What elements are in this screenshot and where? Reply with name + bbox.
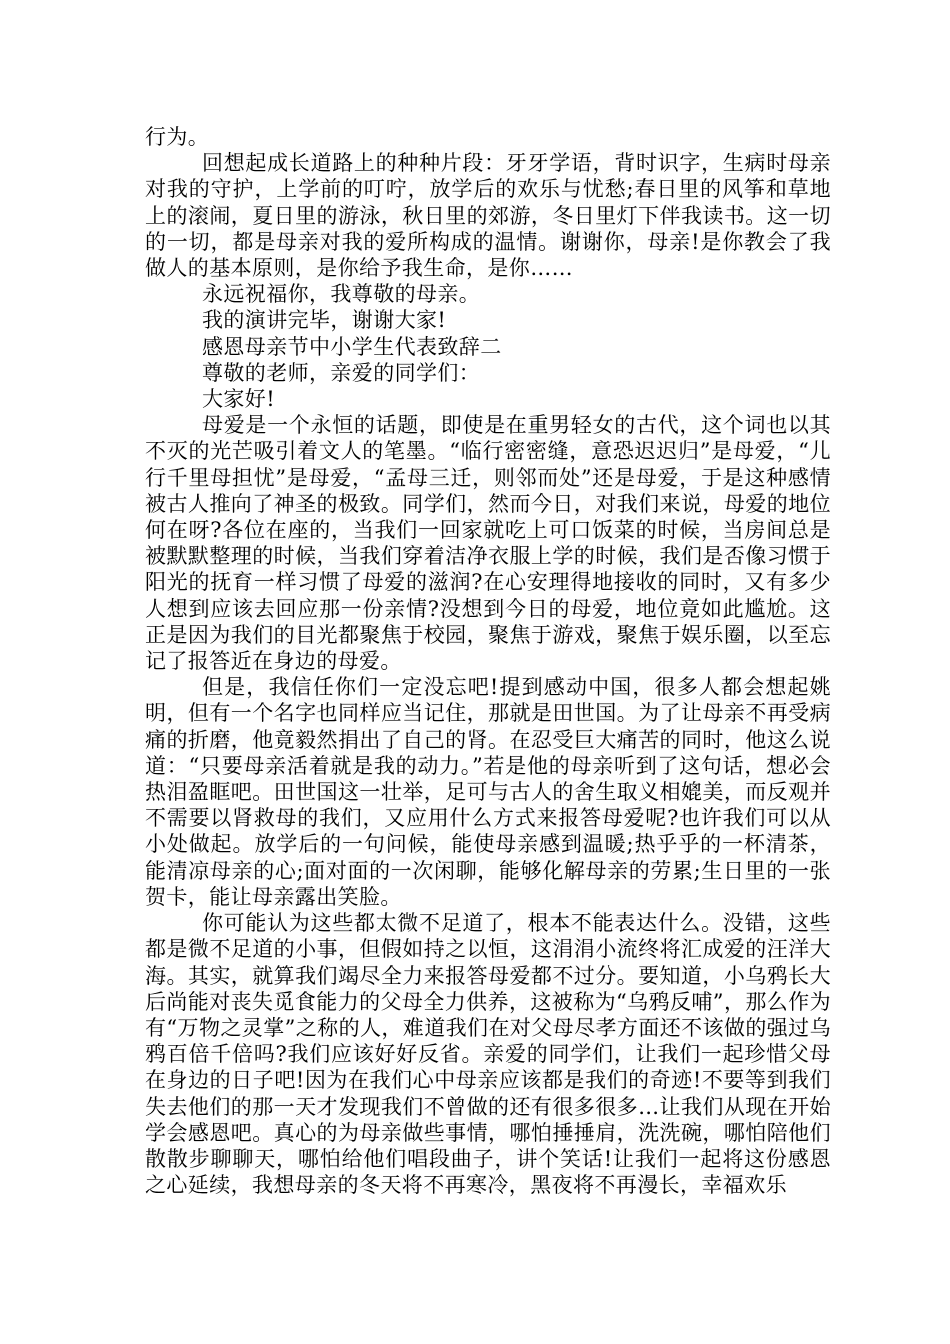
paragraph-4: 我的演讲完毕，谢谢大家!	[202, 308, 447, 333]
paragraph-10: 你可能认为这些都太微不足道了，根本不能表达什么。没错，这些都是微不足道的小事，但假如持之以恒，这涓涓小流终将汇成爱的汪洋大海。其实，就算我们竭尽全力来报答母爱都不过分。要知道，小乌鸦长大后尚能对丧失觅食能力的父母全力供养，这被称为“乌鸦反哺”，那么作为有“万物之灵掌”之称的人，难道我们在对父母尽孝方面还不该做的强过乌鸦百倍千倍吗?我们应该好好反省。亲爱的同学们，让我们一起珍惜父母在身边的日子吧!因为在我们心中母亲应该都是我们的奇迹!不要等到我们失去他们的那一天才发现我们不曾做的还有很多很多…让我们从现在开始学会感恩吧。真心的为母亲做些事情，哪怕捶捶肩，洗洗碗，哪怕陪他们散散步聊聊天，哪怕给他们唱段曲子，讲个笑话!让我们一起将这份感恩之心延续，我想母亲的冬天将不再寒冷，黑夜将不再漫长，幸福欢乐	[145, 911, 831, 1198]
section-title: 感恩母亲节中小学生代表致辞二	[202, 334, 502, 359]
greeting: 大家好!	[202, 387, 276, 412]
paragraph-9: 但是，我信任你们一定没忘吧!提到感动中国，很多人都会想起姚明，但有一个名字也同样应当记住，那就是田世国。为了让母亲不再受病痛的折磨，他竟毅然捐出了自己的肾。在忍受巨大痛苦的同时，他这么说道：“只要母亲活着就是我的动力。”若是他的母亲听到了这句话，想必会热泪盈眶吧。田世国这一壮举，足可与古人的舍生取义相媲美，而反观并不需要以肾救母的我们，又应用什么方式来报答母爱呢?也许我们可以从小处做起。放学后的一句问候，能使母亲感到温暖;热乎乎的一杯清茶，能清凉母亲的心;面对面的一次闲聊，能够化解母亲的劳累;生日里的一张贺卡，能让母亲露出笑脸。	[145, 675, 831, 909]
paragraph-2: 回想起成长道路上的种种片段：牙牙学语，背时识字，生病时母亲对我的守护，上学前的叮咛，放学后的欢乐与忧愁;春日里的风筝和草地上的滚闹，夏日里的游泳，秋日里的郊游，冬日里灯下伴我读书。这一切的一切，都是母亲对我的爱所构成的温情。谢谢你，母亲!是你教会了我做人的基本原则，是你给予我生命，是你……	[145, 151, 831, 281]
paragraph-1: 行为。	[145, 125, 210, 149]
salutation: 尊敬的老师，亲爱的同学们：	[202, 360, 481, 385]
paragraph-8: 母爱是一个永恒的话题，即使是在重男轻女的古代，这个词也以其不灭的光芒吸引着文人的笔墨。“临行密密缝，意恐迟迟归”是母爱，“儿行千里母担忧”是母爱，“孟母三迁，则邻而处”还是母爱，于是这种感情被古人推向了神圣的极致。同学们，然而今日，对我们来说，母爱的地位何在呀?各位在座的，当我们一回家就吃上可口饭菜的时候，当房间总是被默默整理的时候，当我们穿着洁净衣服上学的时候，我们是否像习惯于阳光的抚育一样习惯了母爱的滋润?在心安理得地接收的同时，又有多少人想到应该去回应那一份亲情?没想到今日的母爱，地位竟如此尴尬。这正是因为我们的目光都聚焦于校园，聚焦于游戏，聚焦于娱乐圈，以至忘记了报答近在身边的母爱。	[145, 413, 831, 674]
paragraph-3: 永远祝福你，我尊敬的母亲。	[202, 282, 481, 307]
document-page	[145, 124, 831, 1198]
